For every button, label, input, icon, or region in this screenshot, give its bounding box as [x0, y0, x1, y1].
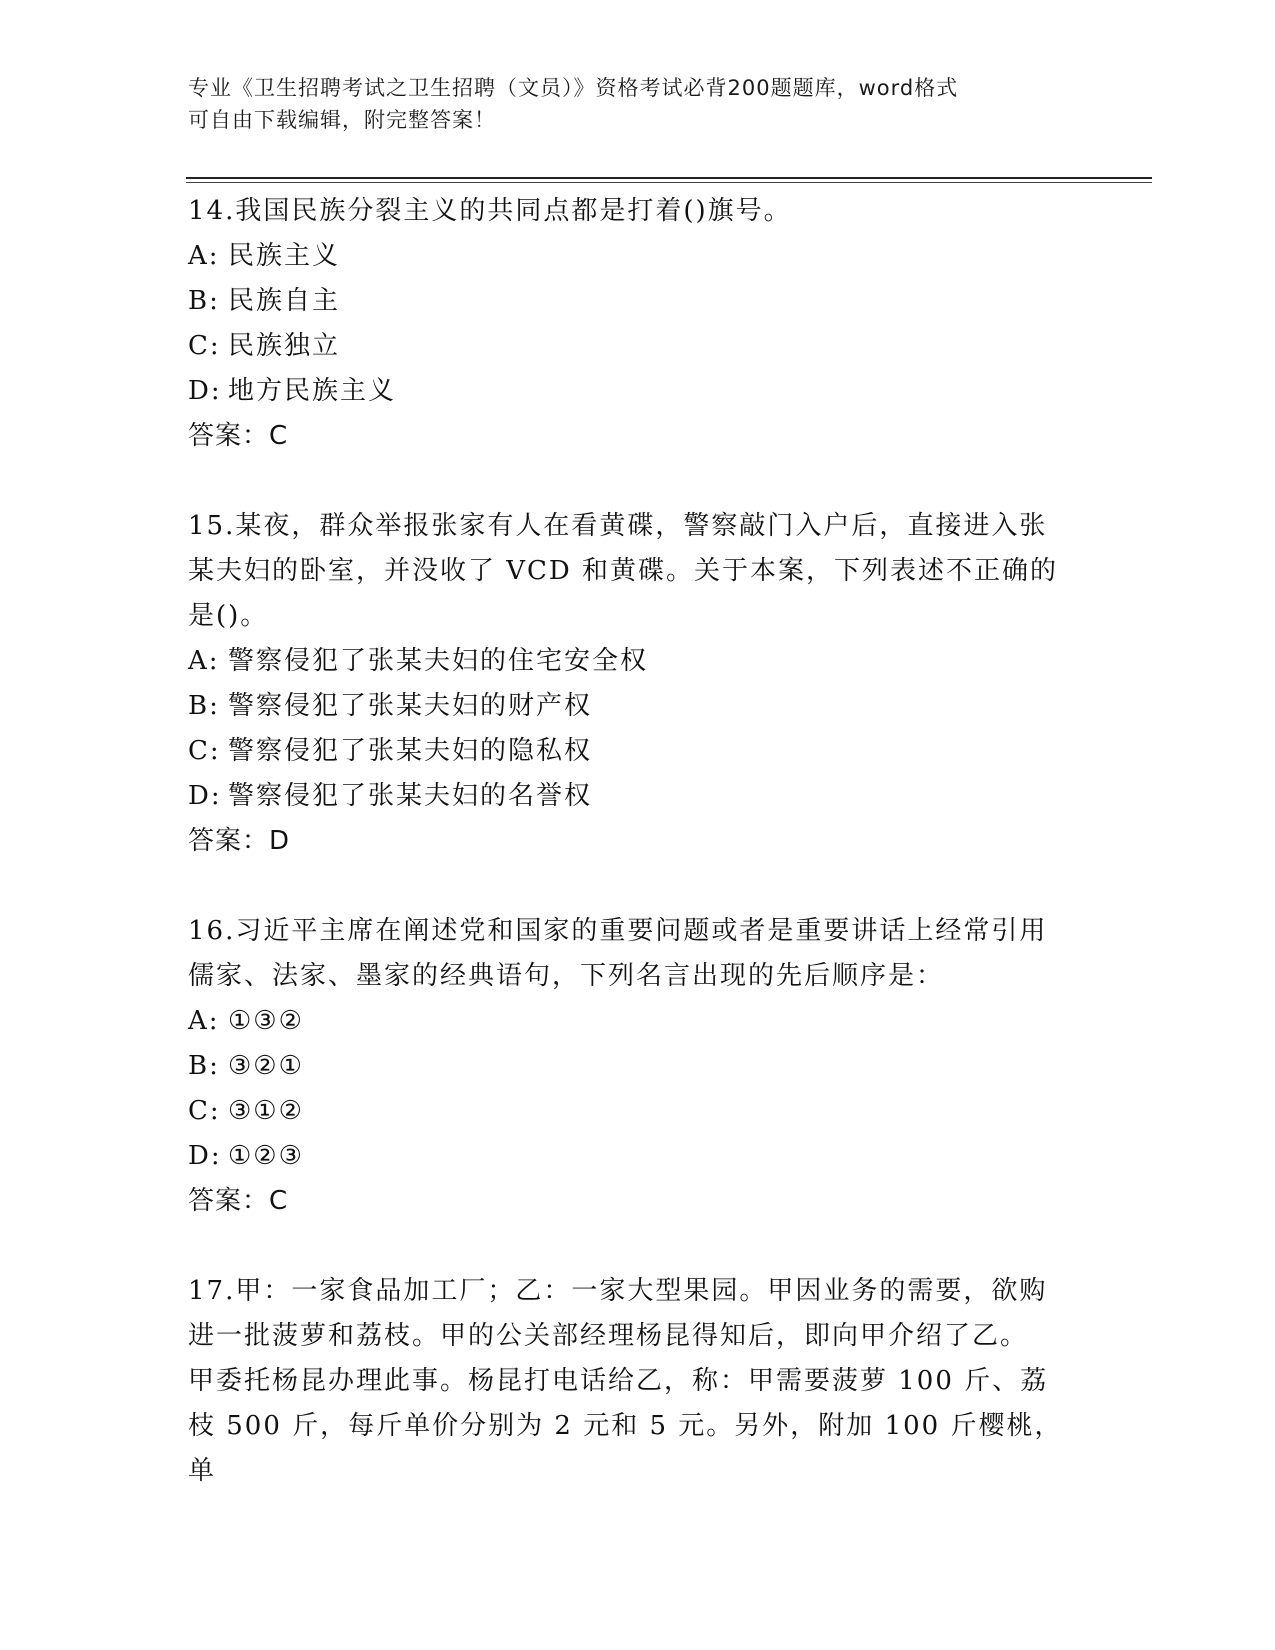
option-letter: C:	[188, 1096, 221, 1126]
option-text: 民族独立	[228, 331, 341, 361]
option-letter: A:	[188, 241, 220, 271]
question-text-line: 17.甲：一家食品加工厂；乙：一家大型果园。甲因业务的需要，欲购	[188, 1276, 1048, 1306]
option-row	[188, 279, 1088, 324]
question-text-line: 甲委托杨昆办理此事。杨昆打电话给乙，称：甲需要菠萝 100 斤、荔	[188, 1366, 1049, 1396]
option-row	[188, 369, 1088, 414]
option-row	[188, 1089, 1088, 1134]
option-letter: B:	[188, 1051, 220, 1081]
option-text: ①③②	[228, 1006, 304, 1036]
answer-line: 答案：D	[188, 826, 291, 856]
option-letter: A:	[188, 646, 220, 676]
option-letter: D:	[188, 1141, 222, 1171]
header-divider-thin	[186, 182, 1152, 183]
option-letter: A:	[188, 1006, 220, 1036]
question-text-line: 进一批菠萝和荔枝。甲的公关部经理杨昆得知后，即向甲介绍了乙。	[188, 1321, 1029, 1351]
option-text: 警察侵犯了张某夫妇的隐私权	[228, 736, 593, 766]
option-text: ①②③	[228, 1141, 304, 1171]
question-text-line: 14.我国民族分裂主义的共同点都是打着()旗号。	[188, 196, 792, 226]
option-row	[188, 999, 1088, 1044]
option-text: 民族主义	[228, 241, 341, 271]
option-row	[188, 729, 1088, 774]
question-list	[188, 189, 1088, 1539]
option-text: 民族自主	[228, 286, 341, 316]
option-text: ③②①	[228, 1051, 304, 1081]
answer-line: 答案：C	[188, 1186, 289, 1216]
option-letter: B:	[188, 691, 220, 721]
header-line-1: 专业《卫生招聘考试之卫生招聘（文员）》资格考试必背200题题库，word格式	[188, 76, 959, 100]
header-divider-thick	[186, 177, 1152, 179]
question-block	[188, 1269, 1088, 1494]
option-text: 警察侵犯了张某夫妇的名誉权	[228, 781, 593, 811]
question-text-line: 16.习近平主席在阐述党和国家的重要问题或者是重要讲话上经常引用	[188, 916, 1048, 946]
option-row	[188, 1134, 1088, 1179]
document-header	[188, 72, 1068, 136]
option-row	[188, 234, 1088, 279]
option-text: 警察侵犯了张某夫妇的住宅安全权	[228, 646, 649, 676]
option-row	[188, 774, 1088, 819]
option-row	[188, 1044, 1088, 1089]
option-row	[188, 324, 1088, 369]
question-text-line: 是()。	[188, 601, 269, 631]
question-block	[188, 504, 1088, 864]
option-letter: C:	[188, 331, 221, 361]
option-text: 地方民族主义	[228, 376, 397, 406]
option-letter: D:	[188, 376, 222, 406]
option-letter: D:	[188, 781, 222, 811]
answer-line: 答案：C	[188, 421, 289, 451]
option-letter: C:	[188, 736, 221, 766]
option-text: 警察侵犯了张某夫妇的财产权	[228, 691, 593, 721]
question-text-line: 15.某夜，群众举报张家有人在看黄碟，警察敲门入户后，直接进入张	[188, 511, 1048, 541]
question-block	[188, 189, 1088, 459]
option-letter: B:	[188, 286, 220, 316]
question-text-line: 枝 500 斤，每斤单价分别为 2 元和 5 元。另外，附加 100 斤樱桃，单	[188, 1411, 1063, 1486]
header-line-2: 可自由下载编辑，附完整答案！	[188, 108, 496, 132]
option-text: ③①②	[228, 1096, 304, 1126]
question-text-line: 某夫妇的卧室，并没收了 VCD 和黄碟。关于本案，下列表述不正确的	[188, 556, 1059, 586]
option-row	[188, 684, 1088, 729]
question-block	[188, 909, 1088, 1224]
question-text-line: 儒家、法家、墨家的经典语句，下列名言出现的先后顺序是：	[188, 961, 945, 991]
option-row	[188, 639, 1088, 684]
